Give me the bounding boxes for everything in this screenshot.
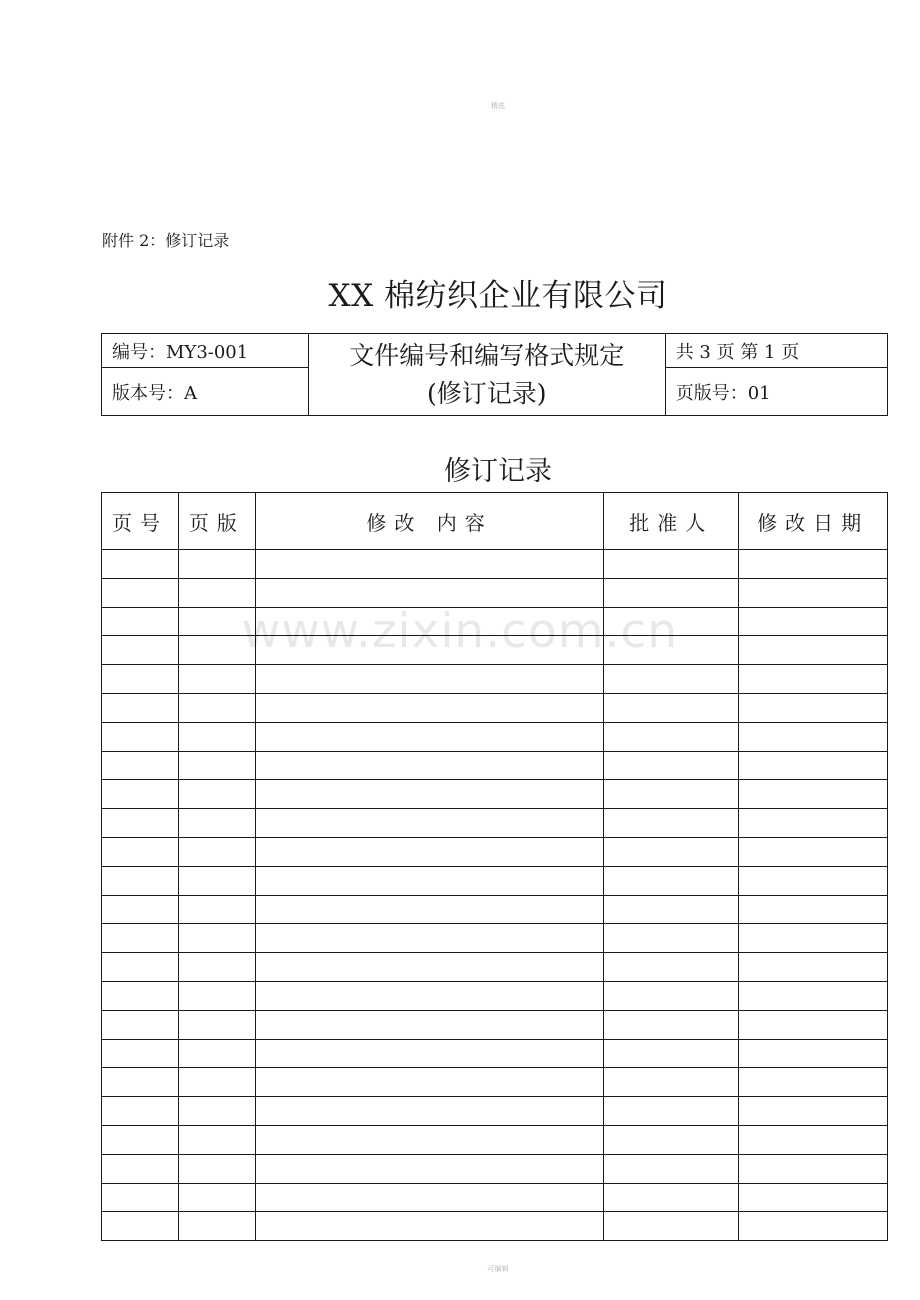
table-cell — [255, 636, 604, 665]
table-cell — [102, 1097, 179, 1126]
table-cell — [255, 1125, 604, 1154]
attachment-label: 附件 2：修订记录 — [102, 231, 230, 250]
table-cell — [102, 895, 179, 924]
table-cell — [178, 1068, 255, 1097]
table-cell — [255, 924, 604, 953]
table-cell — [178, 924, 255, 953]
doc-version: 版本号：A — [102, 368, 309, 416]
table-cell — [102, 981, 179, 1010]
table-cell — [102, 780, 179, 809]
table-cell — [102, 809, 179, 838]
table-cell — [102, 578, 179, 607]
column-header-page-version: 页版 — [178, 493, 255, 550]
doc-number: 编号：MY3-001 — [102, 334, 309, 368]
table-cell — [255, 1154, 604, 1183]
table-cell — [604, 780, 739, 809]
table-cell — [255, 1212, 604, 1241]
table-cell — [178, 578, 255, 607]
table-cell — [604, 981, 739, 1010]
doc-title — [308, 334, 665, 416]
table-cell — [178, 636, 255, 665]
table-cell — [102, 751, 179, 780]
table-cell — [739, 780, 888, 809]
column-header-approver: 批准人 — [604, 493, 739, 550]
table-cell — [739, 895, 888, 924]
table-cell — [604, 751, 739, 780]
doc-title-line2: (修订记录) — [426, 378, 547, 408]
table-cell — [739, 981, 888, 1010]
table-cell — [255, 809, 604, 838]
table-cell — [604, 953, 739, 982]
table-cell — [178, 1010, 255, 1039]
table-cell — [178, 1097, 255, 1126]
table-cell — [739, 837, 888, 866]
table-cell — [178, 1039, 255, 1068]
table-cell — [102, 1068, 179, 1097]
table-row — [102, 809, 888, 838]
table-cell — [178, 722, 255, 751]
table-cell — [255, 751, 604, 780]
table-row — [102, 1039, 888, 1068]
table-cell — [739, 665, 888, 694]
table-row — [102, 981, 888, 1010]
table-cell — [604, 1010, 739, 1039]
table-row — [102, 636, 888, 665]
table-cell — [178, 1183, 255, 1212]
column-header-revision-content: 修改 内容 — [255, 493, 604, 550]
table-cell — [255, 607, 604, 636]
table-cell — [739, 607, 888, 636]
table-cell — [604, 665, 739, 694]
table-cell — [178, 751, 255, 780]
watermark: www.zixin.com.cn — [241, 604, 679, 659]
table-cell — [604, 693, 739, 722]
record-title: 修订记录 — [444, 456, 552, 487]
table-cell — [178, 693, 255, 722]
table-cell — [604, 1183, 739, 1212]
document-info-table — [101, 333, 888, 416]
table-cell — [739, 809, 888, 838]
table-cell — [739, 550, 888, 579]
table-cell — [739, 953, 888, 982]
table-cell — [255, 895, 604, 924]
table-cell — [604, 1212, 739, 1241]
table-cell — [178, 1125, 255, 1154]
table-cell — [178, 809, 255, 838]
table-cell — [102, 1039, 179, 1068]
table-row — [102, 693, 888, 722]
table-cell — [102, 665, 179, 694]
table-cell — [739, 1068, 888, 1097]
table-row — [102, 722, 888, 751]
record-table-body — [102, 550, 888, 1241]
table-cell — [102, 953, 179, 982]
table-cell — [739, 1183, 888, 1212]
table-cell — [739, 1039, 888, 1068]
table-row — [102, 550, 888, 579]
table-row — [102, 895, 888, 924]
table-cell — [604, 924, 739, 953]
table-row — [102, 780, 888, 809]
table-cell — [255, 1097, 604, 1126]
table-cell — [739, 693, 888, 722]
table-cell — [102, 550, 179, 579]
table-cell — [739, 578, 888, 607]
table-cell — [604, 866, 739, 895]
table-header-row — [102, 493, 888, 550]
table-row — [102, 607, 888, 636]
table-cell — [178, 866, 255, 895]
table-cell — [604, 1039, 739, 1068]
table-row — [102, 1183, 888, 1212]
table-row — [102, 578, 888, 607]
table-cell — [739, 866, 888, 895]
table-cell — [255, 693, 604, 722]
table-cell — [739, 1212, 888, 1241]
table-cell — [604, 1154, 739, 1183]
table-cell — [604, 895, 739, 924]
table-cell — [255, 866, 604, 895]
table-row — [102, 1068, 888, 1097]
table-row — [102, 866, 888, 895]
column-header-revision-date: 修改日期 — [739, 493, 888, 550]
table-cell — [255, 665, 604, 694]
table-cell — [255, 1183, 604, 1212]
table-row — [102, 837, 888, 866]
table-cell — [255, 1039, 604, 1068]
table-cell — [255, 550, 604, 579]
table-cell — [102, 1010, 179, 1039]
table-cell — [255, 722, 604, 751]
table-cell — [739, 924, 888, 953]
table-row — [102, 953, 888, 982]
table-cell — [604, 1097, 739, 1126]
table-cell — [102, 1183, 179, 1212]
revision-record-table — [101, 492, 888, 1241]
doc-title-line1: 文件编号和编写格式规定 — [349, 340, 625, 370]
table-row — [102, 1154, 888, 1183]
table-cell — [604, 809, 739, 838]
table-cell — [178, 550, 255, 579]
table-cell — [178, 665, 255, 694]
table-cell — [178, 837, 255, 866]
table-cell — [739, 1154, 888, 1183]
column-header-page-number: 页号 — [102, 493, 179, 550]
table-cell — [739, 722, 888, 751]
table-cell — [604, 1068, 739, 1097]
table-cell — [739, 636, 888, 665]
table-cell — [255, 780, 604, 809]
table-cell — [102, 693, 179, 722]
table-cell — [102, 1154, 179, 1183]
table-cell — [178, 953, 255, 982]
header-mark: 精选 — [491, 102, 505, 110]
table-cell — [604, 837, 739, 866]
table-cell — [255, 578, 604, 607]
table-cell — [178, 607, 255, 636]
table-cell — [604, 607, 739, 636]
table-cell — [178, 1212, 255, 1241]
table-cell — [178, 895, 255, 924]
table-row — [102, 1097, 888, 1126]
table-cell — [255, 837, 604, 866]
footer-mark: 可编辑 — [487, 1265, 509, 1273]
table-cell — [178, 981, 255, 1010]
table-cell — [178, 780, 255, 809]
table-cell — [255, 1010, 604, 1039]
table-cell — [604, 1125, 739, 1154]
table-cell — [739, 1097, 888, 1126]
table-cell — [102, 722, 179, 751]
table-cell — [255, 953, 604, 982]
table-row — [102, 665, 888, 694]
table-cell — [102, 607, 179, 636]
table-cell — [604, 550, 739, 579]
table-row — [102, 1212, 888, 1241]
company-name: XX 棉纺织企业有限公司 — [328, 278, 668, 314]
table-cell — [102, 837, 179, 866]
table-row — [102, 751, 888, 780]
page-version: 页版号：01 — [665, 368, 887, 416]
table-cell — [604, 722, 739, 751]
table-cell — [739, 1125, 888, 1154]
table-row — [102, 1010, 888, 1039]
table-cell — [604, 578, 739, 607]
table-cell — [102, 866, 179, 895]
table-cell — [604, 636, 739, 665]
table-row — [102, 1125, 888, 1154]
table-row — [102, 924, 888, 953]
table-cell — [739, 1010, 888, 1039]
table-cell — [102, 1125, 179, 1154]
table-cell — [102, 924, 179, 953]
table-cell — [739, 751, 888, 780]
table-cell — [102, 636, 179, 665]
table-cell — [255, 1068, 604, 1097]
page-count: 共 3 页 第 1 页 — [665, 334, 887, 368]
table-cell — [178, 1154, 255, 1183]
table-cell — [255, 981, 604, 1010]
table-cell — [102, 1212, 179, 1241]
